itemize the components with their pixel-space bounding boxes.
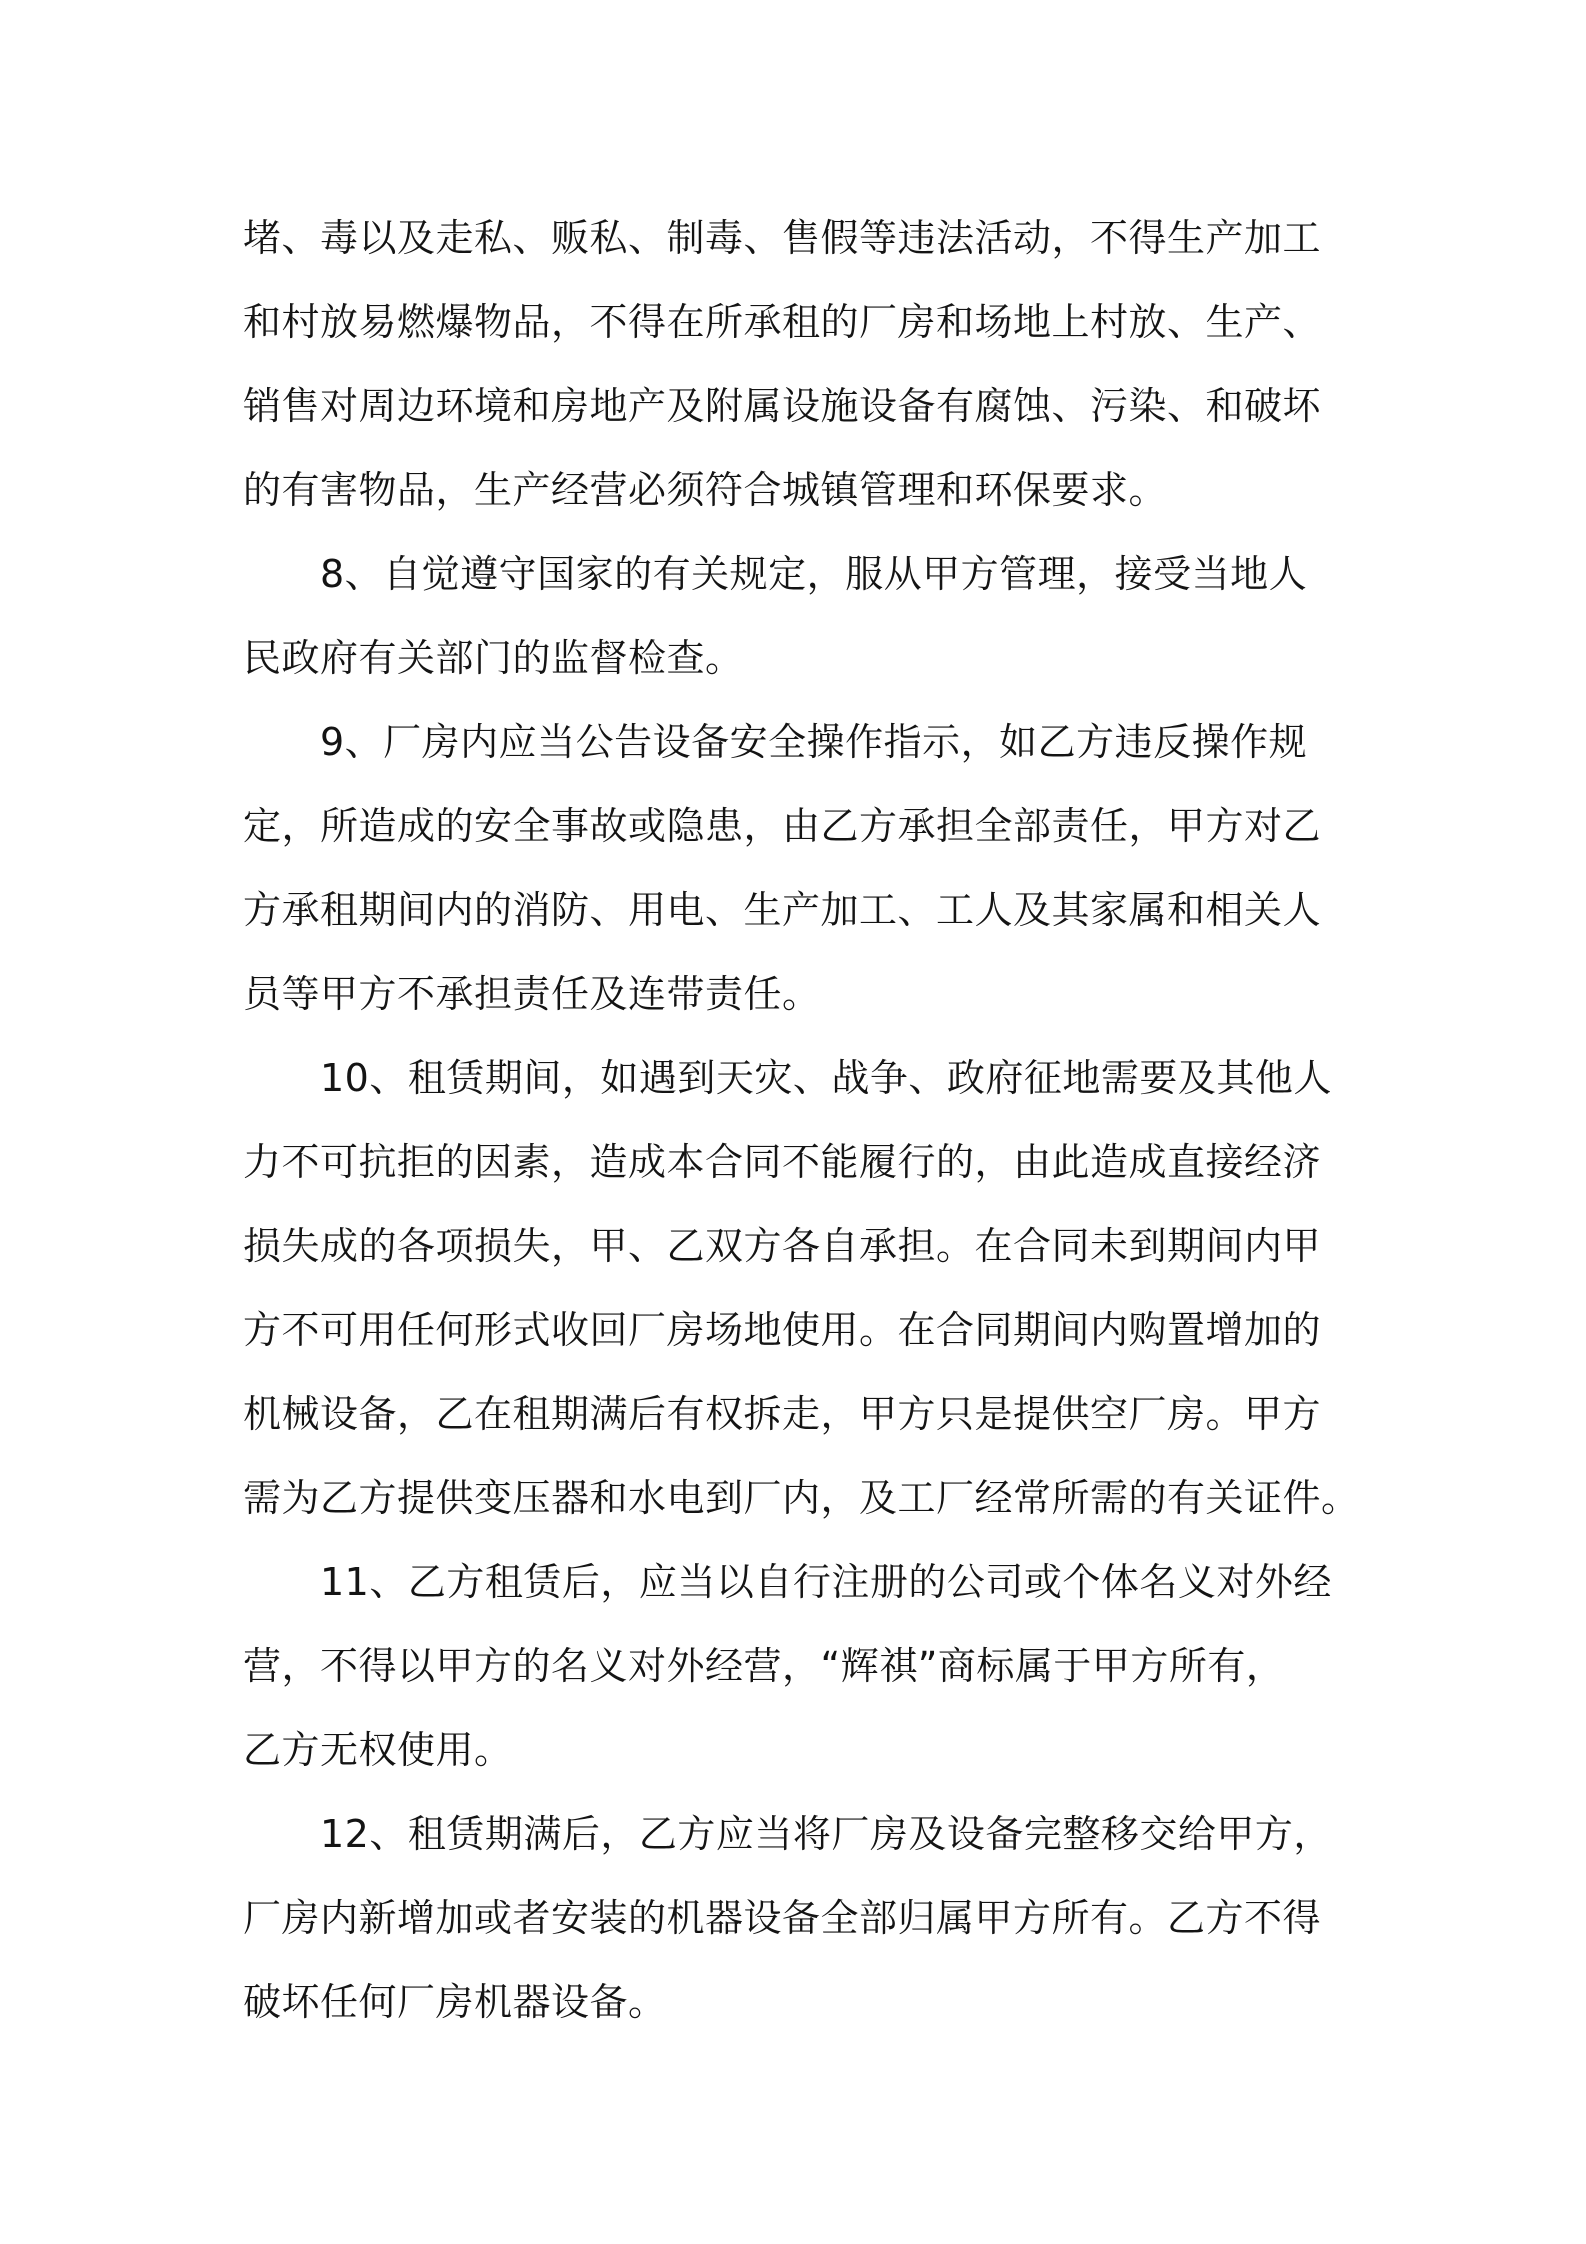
text-line: 9、厂房内应当公告设备安全操作指示，如乙方违反操作规 — [320, 720, 1308, 764]
clause-12 — [243, 1792, 1353, 2044]
clause-7-continued — [243, 196, 1353, 532]
text-line: 民政府有关部门的监督检查。 — [243, 636, 744, 680]
text-line: 和村放易燃爆物品，不得在所承租的厂房和场地上村放、生产、 — [243, 300, 1322, 344]
text-line: 营，不得以甲方的名义对外经营，“辉祺”商标属于甲方所有， — [243, 1644, 1285, 1688]
text-line: 需为乙方提供变压器和水电到厂内，及工厂经常所需的有关证件。 — [243, 1476, 1360, 1520]
text-line: 10、租赁期间，如遇到天灾、战争、政府征地需要及其他人 — [320, 1056, 1332, 1100]
clause-9 — [243, 700, 1353, 1036]
text-line: 厂房内新增加或者安装的机器设备全部归属甲方所有。乙方不得 — [243, 1896, 1322, 1940]
document-body — [243, 196, 1360, 2044]
text-line: 12、租赁期满后，乙方应当将厂房及设备完整移交给甲方， — [320, 1812, 1332, 1856]
text-line: 销售对周边环境和房地产及附属设施设备有腐蚀、污染、和破坏 — [243, 384, 1322, 428]
text-line: 力不可抗拒的因素，造成本合同不能履行的，由此造成直接经济 — [243, 1140, 1322, 1184]
clause-10 — [243, 1036, 1360, 1540]
text-line: 损失成的各项损失，甲、乙双方各自承担。在合同未到期间内甲 — [243, 1224, 1322, 1268]
text-line: 方承租期间内的消防、用电、生产加工、工人及其家属和相关人 — [243, 888, 1322, 932]
text-line: 乙方无权使用。 — [243, 1728, 513, 1772]
text-line: 堵、毒以及走私、贩私、制毒、售假等违法活动，不得生产加工 — [243, 216, 1322, 260]
text-line: 的有害物品，生产经营必须符合城镇管理和环保要求。 — [243, 468, 1168, 512]
text-line: 方不可用任何形式收回厂房场地使用。在合同期间内购置增加的 — [243, 1308, 1322, 1352]
text-line: 11、乙方租赁后，应当以自行注册的公司或个体名义对外经 — [320, 1560, 1332, 1604]
text-line: 破坏任何厂房机器设备。 — [243, 1980, 667, 2024]
text-line: 员等甲方不承担责任及连带责任。 — [243, 972, 821, 1016]
text-line: 8、自觉遵守国家的有关规定，服从甲方管理，接受当地人 — [320, 552, 1308, 596]
text-line: 机械设备，乙在租期满后有权拆走，甲方只是提供空厂房。甲方 — [243, 1392, 1322, 1436]
clause-11 — [243, 1540, 1353, 1792]
clause-8 — [243, 532, 1353, 700]
text-line: 定，所造成的安全事故或隐患，由乙方承担全部责任，甲方对乙 — [243, 804, 1322, 848]
